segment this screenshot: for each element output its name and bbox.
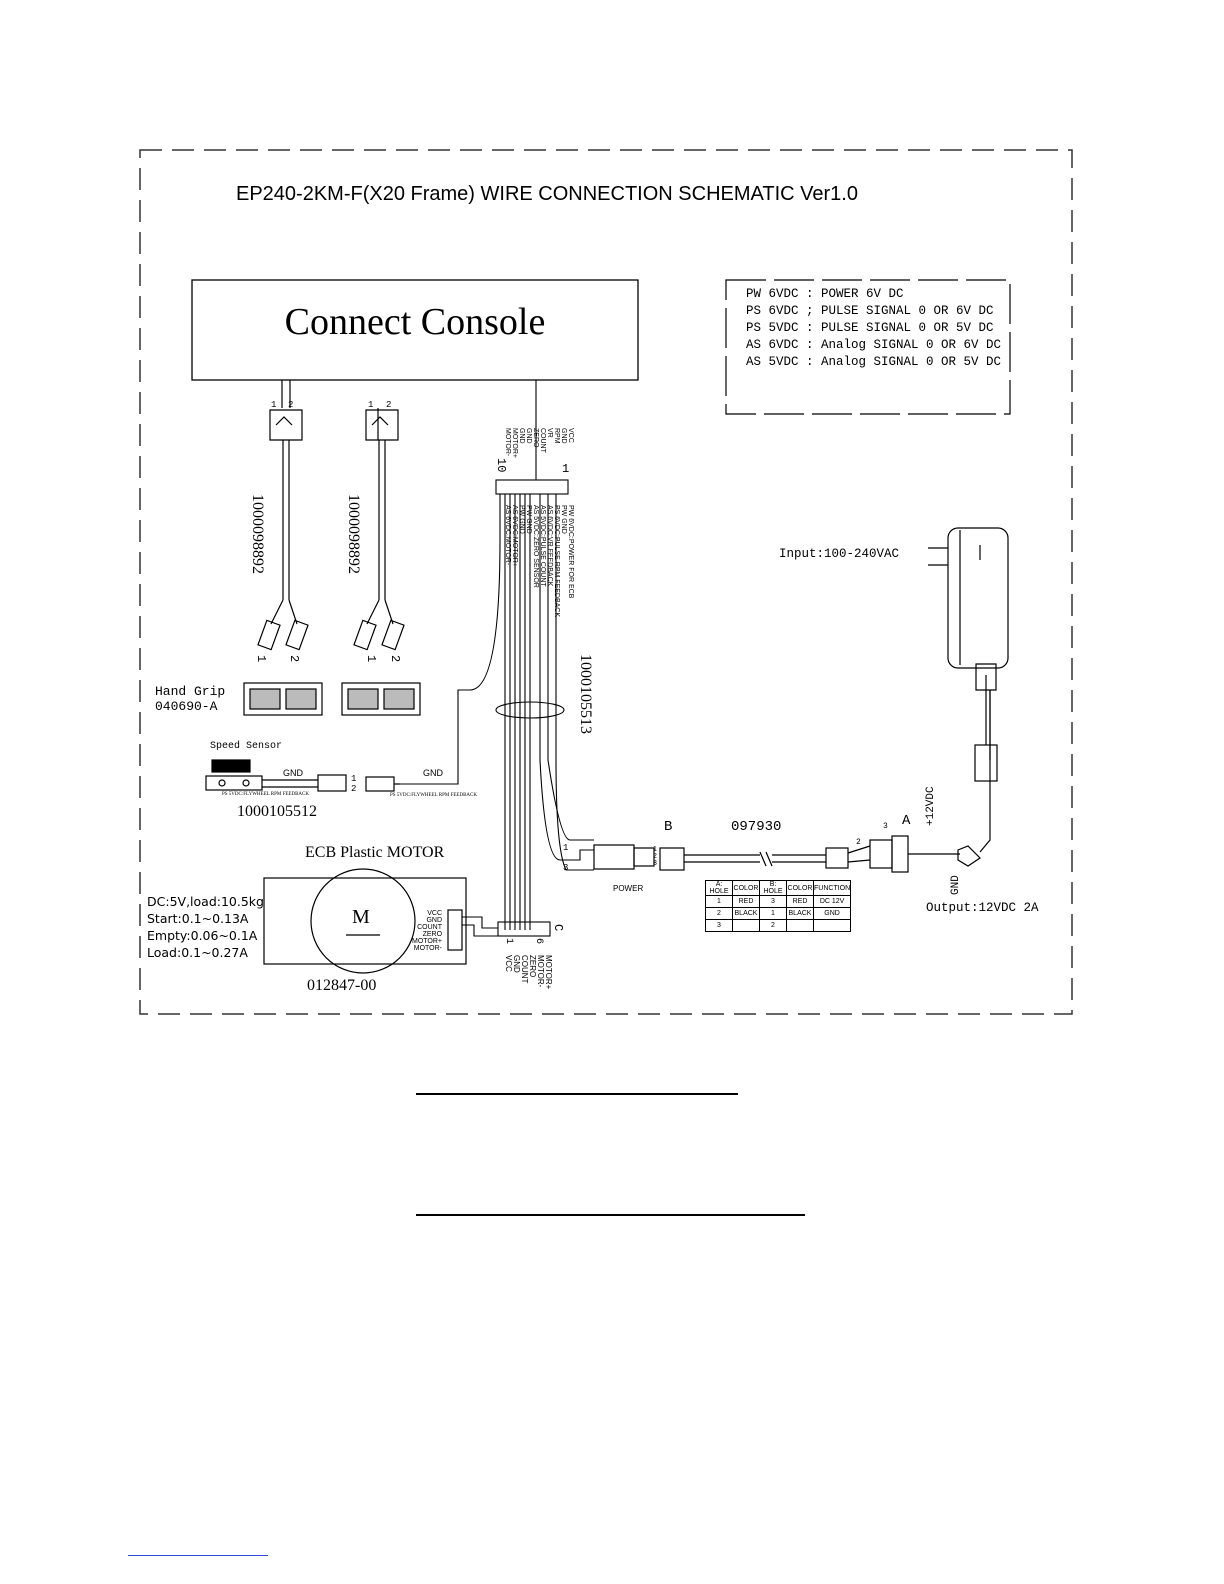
grip1-cable-part: 1000098892 (249, 494, 266, 574)
b-pin-2: 2 (653, 853, 657, 860)
motor-pin-motor-minus: MOTOR- (413, 945, 443, 952)
connector-c-pin-names (504, 955, 552, 989)
cell: DC 12V (814, 896, 851, 908)
pin-vcc: VCC (567, 428, 574, 443)
connector-c-pin-first: 1 (503, 938, 514, 945)
grip2-cable-part: 1000098892 (345, 494, 362, 574)
motor-pin-count: COUNT (417, 924, 443, 931)
th-b-color: COLOR (787, 881, 814, 896)
a-pin-2: 2 (856, 838, 861, 847)
wire-label-2: PW GND (560, 505, 567, 534)
power-cable-drawing (594, 528, 1008, 872)
power-gnd-label: GND (950, 875, 962, 895)
motor-specs (147, 893, 264, 961)
pin-count: COUNT (539, 428, 546, 453)
connector-c-label: C (551, 924, 565, 932)
cell (787, 920, 814, 932)
rule-2 (416, 1214, 805, 1216)
harness-wire-labels (504, 505, 574, 617)
motor-spec-load: Load:0.1~0.27A (147, 945, 248, 960)
connector-c-pin-last: 6 (533, 938, 544, 945)
motor-symbol: M (352, 906, 370, 928)
cell: 2 (760, 920, 787, 932)
cell: RED (733, 896, 760, 908)
motor-title: ECB Plastic MOTOR (305, 844, 445, 861)
b-pin-3: 3 (653, 860, 657, 867)
legend-line-as5: AS 5VDC : Analog SIGNAL 0 OR 5V DC (746, 355, 1002, 369)
legend-line-ps5: PS 5VDC : PULSE SIGNAL 0 OR 5V DC (746, 321, 994, 335)
function-table (705, 880, 851, 932)
harness-pin-first: 1 (562, 462, 570, 476)
motor-pin-labels (412, 910, 442, 952)
speed-sensor-gnd-left: GND (283, 768, 303, 778)
cell (814, 920, 851, 932)
wire-label-7: PW GND (525, 505, 532, 534)
speed-sensor-gnd-right: GND (423, 768, 443, 778)
grip2-pin2: 2 (388, 655, 402, 663)
wire-label-5: AS 5VDC:PULSE COUNT (539, 505, 546, 587)
table-row (706, 896, 851, 908)
table-row (706, 920, 851, 932)
speed-sensor-feedback-left: PS 5VDC:FLYWHEEL RPM FEEDBACK (222, 792, 309, 797)
footer-link-underline (128, 1555, 268, 1556)
c-pin-motor-plus: MOTOR+ (544, 955, 553, 990)
speed-sensor-pin1: 1 (351, 774, 357, 784)
pin-gnd-2: GND (525, 428, 532, 444)
harness-part: 1000105513 (577, 654, 594, 734)
pin-vr: VR (546, 428, 553, 438)
motor-part: 012847-00 (307, 977, 377, 994)
a-pin-3: 3 (883, 822, 888, 831)
connector-b-label: B (664, 819, 673, 835)
grip1-top-pin1: 1 (271, 400, 277, 410)
motor-spec-start: Start:0.1~0.13A (147, 911, 249, 926)
th-a-color: COLOR (733, 881, 760, 896)
speed-sensor-feedback-right: PS 5VDC:FLYWHEEL RPM FEEDBACK (390, 793, 477, 798)
th-function: FUNCTION (814, 881, 851, 896)
wire-label-10: AS 6VDC:MOTOR- (504, 505, 511, 566)
power-input: Input:100-240VAC (779, 547, 900, 561)
b-pin-1: 1 (653, 846, 657, 853)
grip1-pin1: 1 (254, 655, 268, 663)
c-pin-motor-minus: MOTOR- (536, 955, 545, 988)
th-b-hole: B: HOLE (760, 881, 787, 896)
motor-pin-zero: ZERO (422, 931, 443, 938)
hand-grip-label: Hand Grip (155, 684, 226, 699)
grip2-top-pin2: 2 (386, 400, 392, 410)
cell: RED (787, 896, 814, 908)
pin-zero: ZERO (532, 428, 539, 448)
speed-sensor-pin2: 2 (351, 784, 357, 794)
schematic-title: EP240-2KM-F(X20 Frame) WIRE CONNECTION SCHEMATIC Ver1.0 (236, 183, 858, 205)
function-table-header (706, 881, 851, 896)
harness-pin-names (504, 428, 574, 458)
connector-a-label: A (902, 813, 911, 829)
power-label: POWER (613, 884, 644, 893)
cell: 2 (706, 908, 733, 920)
motor-spec-dc: DC:5V,load:10.5kg (147, 894, 264, 909)
c-pin-gnd: GND (512, 955, 521, 973)
c-pin-count: COUNT (520, 955, 529, 984)
hand-grip-pads (244, 683, 420, 715)
th-a-hole: A: HOLE (706, 881, 733, 896)
table-row (706, 908, 851, 920)
cell (733, 920, 760, 932)
pin-motor-plus: MOTOR+ (511, 428, 518, 459)
power-wire-pin1: 1 (563, 843, 569, 853)
wire-label-8: PW GND (518, 505, 525, 534)
power-output: Output:12VDC 2A (926, 901, 1039, 915)
pin-motor-minus: MOTOR- (504, 428, 511, 457)
legend-line-pw6: PW 6VDC : POWER 6V DC (746, 287, 904, 301)
pin-gnd: GND (560, 428, 567, 444)
plus-12vdc-label: +12VDC (925, 786, 937, 826)
speed-sensor-drawing (206, 760, 400, 791)
wire-label-1: PW 6VDC:POWER FOR ECB (567, 505, 574, 599)
c-pin-zero: ZERO (528, 955, 537, 978)
cell: BLACK (787, 908, 814, 920)
power-cable-part: 097930 (731, 819, 782, 835)
legend-line-as6: AS 6VDC : Analog SIGNAL 0 OR 6V DC (746, 338, 1002, 352)
cell: 1 (706, 896, 733, 908)
harness-pin-last: 10 (494, 458, 508, 473)
rule-1 (416, 1093, 738, 1095)
motor-pin-motor-plus: MOTOR+ (412, 938, 443, 945)
cell: BLACK (733, 908, 760, 920)
wire-label-4: AS 6VDC:VR FEEDBACK (546, 505, 553, 587)
motor-pin-vcc: VCC (427, 910, 443, 917)
cell: 3 (760, 896, 787, 908)
speed-sensor-label: Speed Sensor (210, 741, 283, 752)
legend (746, 286, 1001, 371)
grip1-top-pin2: 2 (288, 400, 294, 410)
pin-rpm: RPM (553, 428, 560, 444)
wire-label-6: AS 5VDC:ZERO SENSOR (532, 505, 539, 588)
grip2-pin1: 1 (364, 655, 378, 663)
cell: 3 (706, 920, 733, 932)
c-pin-vcc: VCC (504, 955, 513, 972)
grip1-pin2: 2 (287, 655, 301, 663)
hand-grip-part: 040690-A (155, 699, 218, 714)
wire-label-9: AS 6VDC:MOTOR+ (511, 505, 518, 567)
motor-spec-empty: Empty:0.06~0.1A (147, 928, 258, 943)
cell: 1 (760, 908, 787, 920)
power-wire-pin3: 3 (563, 863, 569, 873)
speed-sensor-part: 1000105512 (237, 803, 317, 820)
connector-b-pins (653, 846, 657, 867)
grip2-top-pin1: 1 (368, 400, 374, 410)
pin-gnd-3: GND (518, 428, 525, 444)
wire-label-3: PS 6VDC:PULSE RPM FEEDBACK (553, 505, 560, 618)
motor-pin-gnd: GND (426, 917, 443, 924)
console-label: Connect Console (284, 301, 546, 343)
legend-line-ps6: PS 6VDC ; PULSE SIGNAL 0 OR 6V DC (746, 304, 994, 318)
cell: GND (814, 908, 851, 920)
